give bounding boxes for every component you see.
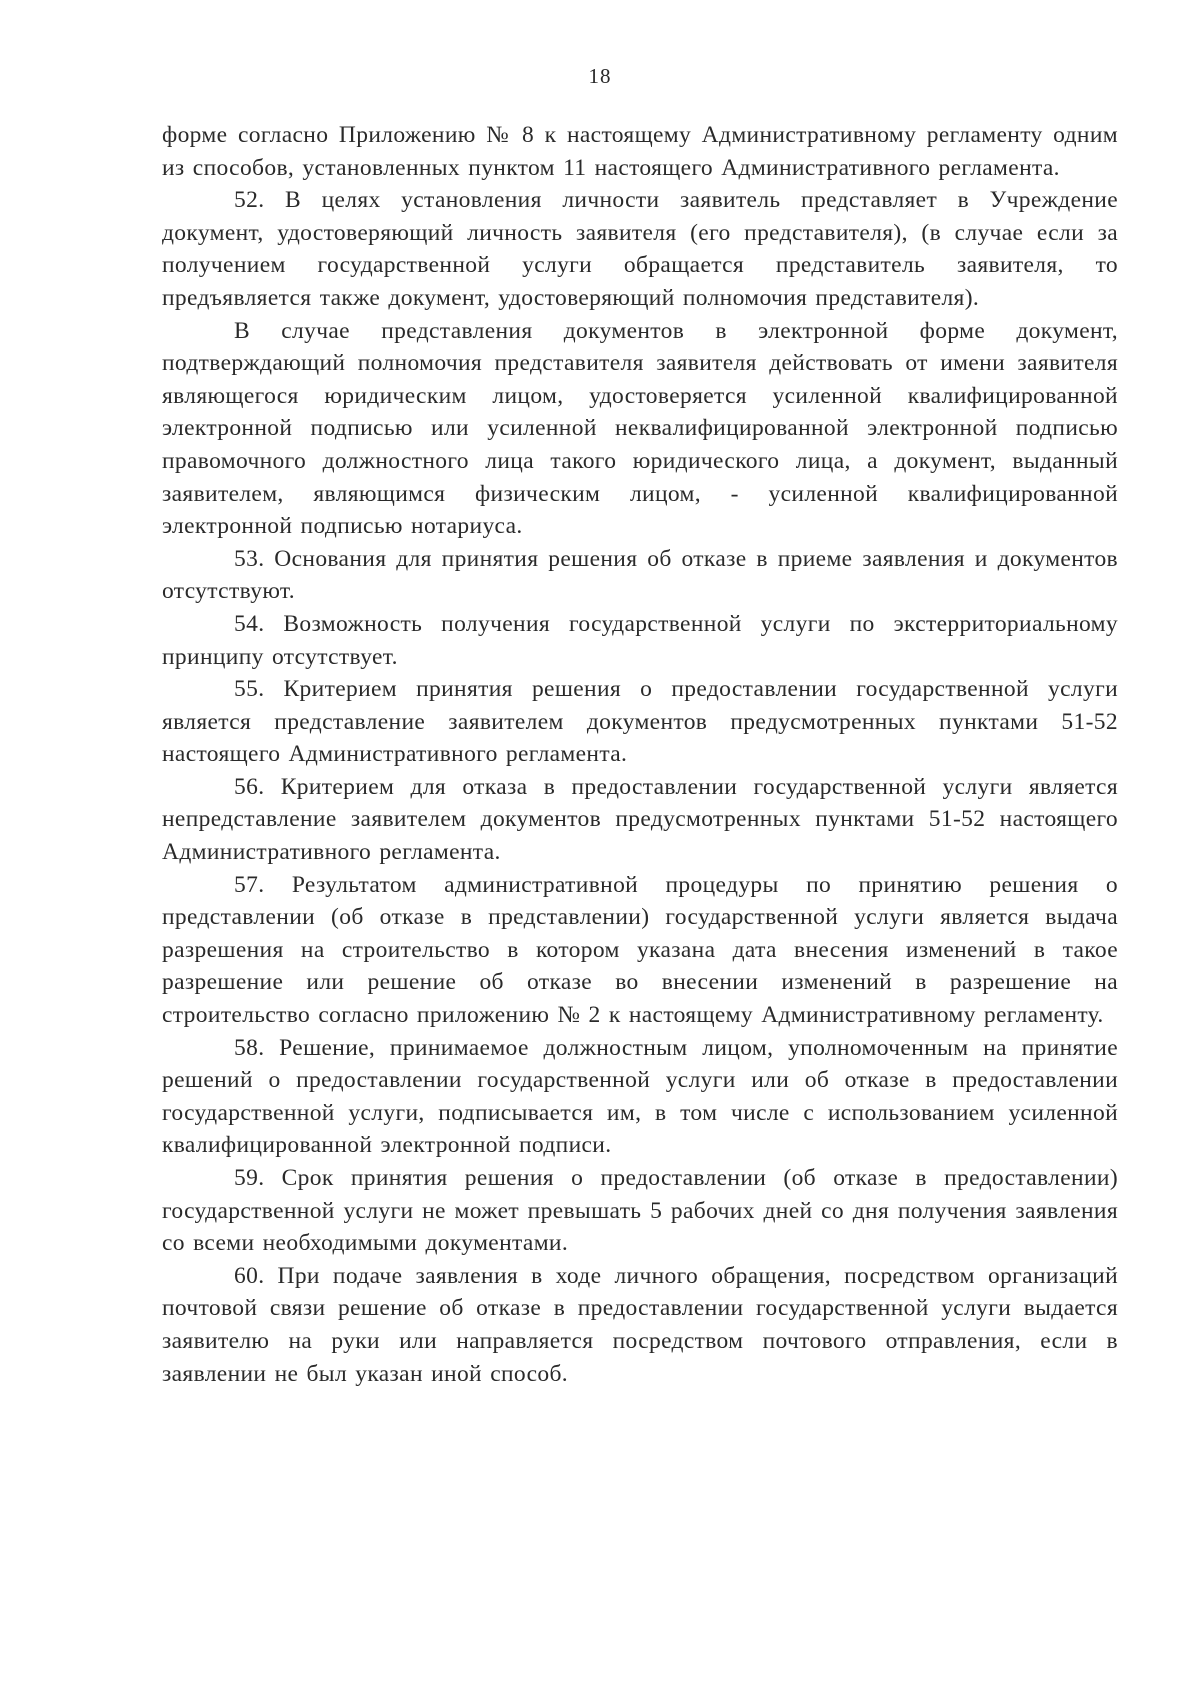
page-number: 18 [588, 64, 612, 88]
paragraph-60: 60. При подаче заявления в ходе личного обращения, посредством организаций почтовой связи решение об отказе в предоставлении государственной услуги выдается заявителю на руки или направляется посредством почтового отправления, если в заявлении не был указан иной способ. [162, 1262, 1118, 1387]
document-body [162, 119, 1118, 1390]
paragraph-53: 53. Основания для принятия решения об отказе в приеме заявления и документов отсутствуют. [162, 545, 1118, 605]
paragraph-continuation: форме согласно Приложению № 8 к настоящему Административному регламенту одним из способов, установленных пунктом 11 настоящего Административного регламента. [162, 122, 1118, 181]
paragraph-59: 59. Срок принятия решения о предоставлении (об отказе в предоставлении) государственной услуги не может превышать 5 рабочих дней со дня получения заявления со всеми необходимыми документами. [162, 1165, 1118, 1257]
paragraph-54: 54. Возможность получения государственной услуги по экстерриториальному принципу отсутствует. [162, 610, 1118, 670]
paragraph-57: 57. Результатом административной процедуры по принятию решения о представлении (об отказе в представлении) государственной услуги является выдача разрешения на строительство в котором указана дата внесения изменений в такое разрешение или решение об отказе во внесении изменений в разрешение на строительство согласно приложению № 2 к настоящему Административному регламенту. [162, 871, 1118, 1029]
paragraph-52: 52. В целях установления личности заявитель представляет в Учреждение документ, удостоверяющий личность заявителя (его представителя), (в случае если за получением государственной услуги обращается представитель заявителя, то предъявляется также документ, удостоверяющий полномочия представителя). [162, 187, 1118, 311]
paragraph-58: 58. Решение, принимаемое должностным лицом, уполномоченным на принятие решений о предоставлении государственной услуги или об отказе в предоставлении государственной услуги, подписывается им, в том числе с использованием усиленной квалифицированной электронной подписи. [162, 1034, 1118, 1159]
paragraph-55: 55. Критерием принятия решения о предоставлении государственной услуги является представление заявителем документов предусмотренных пунктами 51-52 настоящего Административного регламента. [162, 676, 1118, 768]
paragraph-electronic-form: В случае представления документов в электронной форме документ, подтверждающий полномочия представителя заявителя действовать от имени заявителя являющегося юридическим лицом, удостоверяется усиленной квалифицированной электронной подписью или усиленной неквалифицированной электронной подписью правомочного должностного лица такого юридического лица, а документ, выданный заявителем, являющимся физическим лицом, - усиленной квалифицированной электронной подписью нотариуса. [162, 317, 1118, 540]
paragraph-56: 56. Критерием для отказа в предоставлении государственной услуги является непредставление заявителем документов предусмотренных пунктами 51-52 настоящего Административного регламента. [162, 773, 1118, 866]
